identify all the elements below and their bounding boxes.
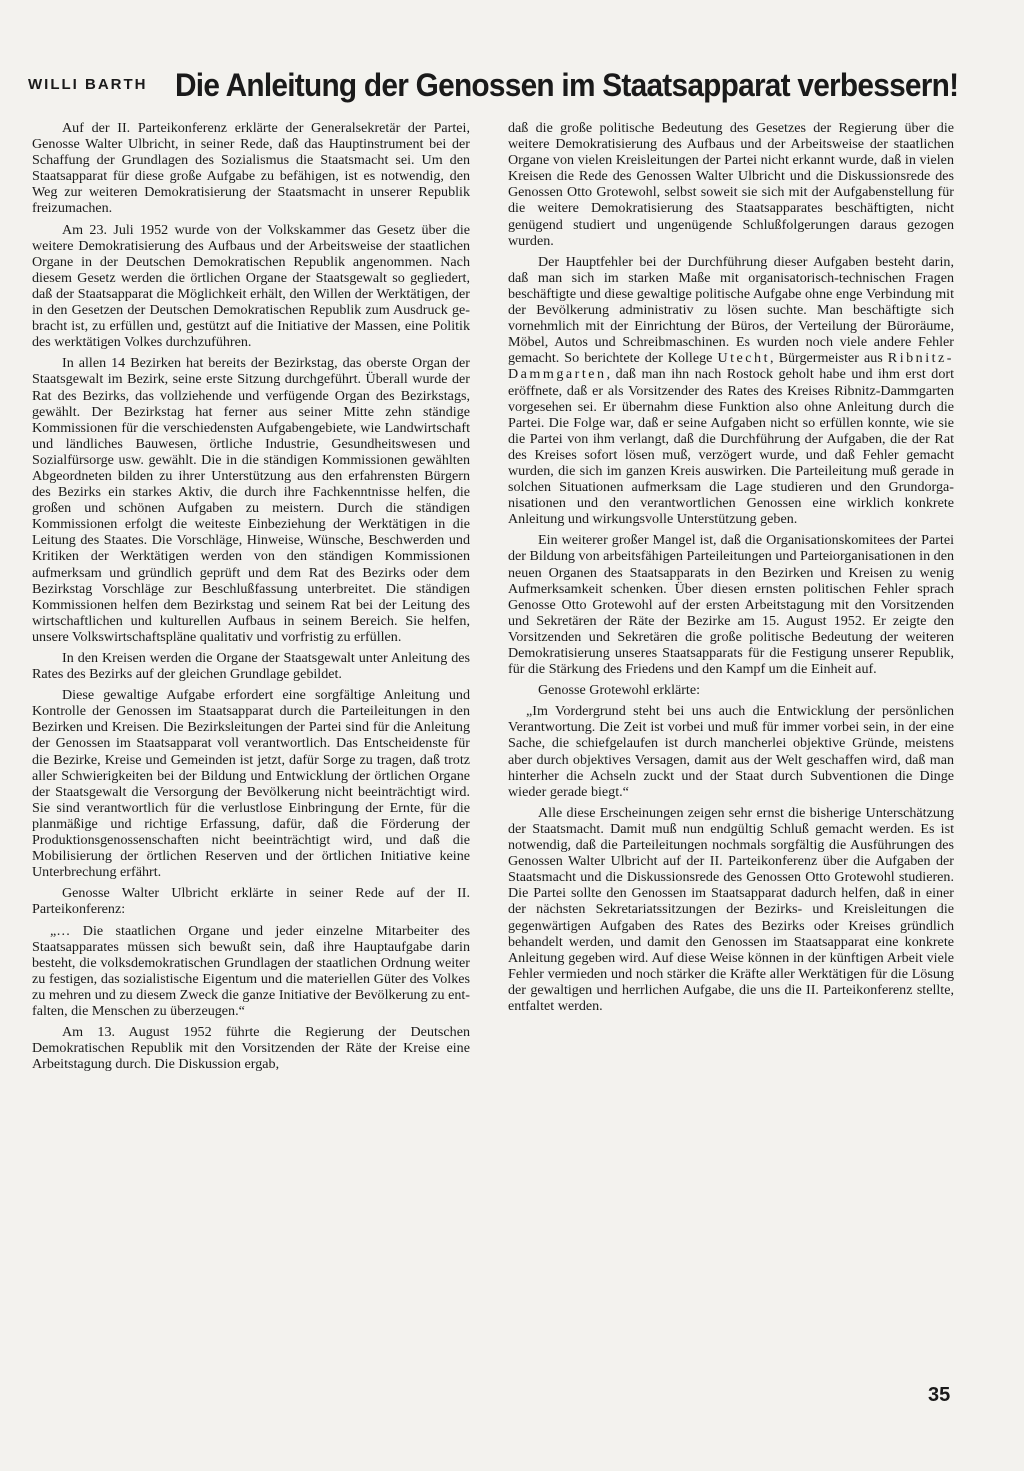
paragraph-text: Der Hauptfehler bei der Durchführung dieser Aufgaben besteht darin, daß man sich im starken Maße mit organisatorisch-technischen Fragen beschäftigte und diese gewaltige politische Aufgabe ohne enge Verbindung mit der Bevölkerung administrativ zu lösen suchte. Man beschäftigte sich vornehmlich mit der Einrichtung der Büros, der Verteilung der Büroräume, Möbel, Autos und Schreibmaschinen. Es wurden noch viele andere Fehler gemacht. So berichtete der Kollege [508,253,954,367]
paragraph: Genosse Walter Ulbricht erklärte in seiner Rede auf der II. Parteikonferenz: [32,885,470,918]
paragraph: In den Kreisen werden die Organe der Staatsgewalt unter Anleitung des Rates des Bezirks auf der gleichen Grundlage gebildet. [32,650,470,683]
paragraph: Alle diese Erscheinungen zeigen sehr ernst die bisherige Unterschätzung der Staatsmacht. Damit muß nun endgültig Schluß gemacht werden. Es ist notwendig, daß die Parteileitungen nochmals sorgfältig die Ausführungen des Genossen Walter Ulbricht auf der II. Parteikonferenz über die Aufgaben der Staatsmacht und die Diskussionsrede des Genossen Otto Grotewohl studieren. Die Partei sollte den Genossen im Staatsapparat dadurch helfen, daß in einer der nächsten Sekretariatssitzungen der Bezirks- und Kreisleitungen die gegenwärtigen Aufgaben des Rates des Bezirks oder Kreises gründlich behandelt werden, und damit den Genossen im Staatsapparat eine konkrete Anleitung gegeben wird. Auf diese Weise können in der künftigen Arbeit viele Fehler vermieden und noch stärker die Kräfte aller Werktätigen für die Lösung der gewaltigen und herrlichen Aufgabe, die uns die II. Parteikonferenz stellte, entfaltet werden. [508,804,954,1014]
paragraph: Genosse Grotewohl erklärte: [538,682,701,699]
paragraph-text: , Bürgermeister aus [770,350,883,367]
paragraph: Diese gewaltige Aufgabe erfordert eine sorgfältige Anleitung und Kontrolle der Genossen im Staatsapparat durch die Parteileitungen in den Bezirken und Kreisen. Die Bezirksleitungen der Partei sind für die Anleitung der Genossen im Staatsapparat voll verantwortlich. Das Entscheidenste für die Bezirke, Kreise und Gemeinden ist jetzt, dafür Sorge zu tragen, daß trotz aller Schwierigkeiten bei der Bildung und Entwicklung der örtlichen Organe der Staatsgewalt die Versorgung der Bevölkerung nicht beeinträchtigt wird. Sie sind verantwortlich für die verlustlose Einbringung der Ernte, für die planmäßige und richtige Erfassung, dafür, daß die Förderung der Produktionsgenossenschaften nicht beeinträchtigt wird, und daß die Mobilisierung der örtlichen Reserven und der örtlichen Initiative keine Unterbrechung erfährt. [32,687,470,881]
place-name: Ribnitz-Dammgarten [508,350,954,383]
page-number: 35 [928,1384,951,1406]
paragraph: In allen 14 Bezirken hat bereits der Bezirkstag, das oberste Organ der Staatsgewalt im Bezirk, seine erste Sitzung durchgeführt. Überall wurde der Rat des Bezirks, das vollziehende und verfügende Organ des Bezirkstags, gewählt. Der Bezirkstag hat ferner aus seiner Mitte zehn ständige Kommissionen für die verschiedensten Aufgabengebiete, wie Landwirtschaft und ländliches Bauwesen, örtliche Industrie, Gesundheitswesen und Sozialfürsorge usw. gewählt. Die in die ständigen Kommissionen gewählten Abgeordneten bilden zu ihrer Unterstützung aus den erfahrensten Bürgern des Bezirks ein starkes Aktiv, die durch ihre Fachkenntnisse helfen, die großen und schönen Aufgaben zu meistern. Durch die ständigen Kommissionen erfolgt die weiteste Einbeziehung der Werktätigen in die Leitung des Staates. Die Vorschläge, Hinweise, Wünsche, Beschwerden und Kritiken der Werktätigen werden von den ständigen Kommissionen aufmerksam und gründlich geprüft und dem Rat des Bezirks oder dem Bezirkstag Vorschläge zur Beschlußfassung unterbreitet. Die ständigen Kommissionen helfen dem Bezirkstag und seinem Rat bei der Leitung des wirtschaftlichen und kulturellen Aufbaus in seinem Bereich. Sie helfen, unsere Volkswirtschaftspläne qualitativ und vorfristig zu erfüllen. [32,355,470,645]
paragraph: Am 13. August 1952 führte die Regierung der Deutschen Demokratischen Republik mit den Vorsitzenden der Räte der Kreise eine Arbeitstagung durch. Die Diskussion ergab, [32,1024,470,1073]
quotation: „Im Vordergrund steht bei uns auch die Entwicklung der persönlichen Verantwortung. Die Zeit ist vorbei und muß für immer vorbei sein, in der eine Sache, die schiefgelaufen ist durch mancherlei objektive Gründe, meistens aber durch objektives Versagen, damit aus der Welt geschaffen wird, daß man hinterher die Achseln zuckt und der Staat durch Subventionen die Dinge wieder gerade biegt.“ [508,703,954,800]
paragraph-text: , daß man ihn nach Rostock geholt habe und ihm erst dort eröffnete, daß er als Vorsitzender des Rates des Kreises Ribnitz-Dammgarten vorgesehen sei. Er übernahm diese Funktion also ohne Anleitung durch die Partei. Die Folge war, daß er seine Aufgaben nicht so erfüllen konnte, wie sie die Partei von ihm verlangt, daß die Durchführung der Aufgaben, die der Rat des Kreises sofort lösen muß, verzögert wurde, und daß Fehler gemacht wurden, die sich im ganzen Kreis auswirken. Die Parteileitung muß gerade in solchen Situationen aufmerksam die Lage studieren und den Grundorganisationen und den verantwortlichen Genossen eine wirklich konkrete Anleitung und wirkungsvolle Unterstützung geben. [508,366,954,528]
author-name: WILLI BARTH [28,76,148,93]
article-title: Die Anleitung der Genossen im Staatsapparat verbessern! [175,67,959,103]
article-column-left [32,120,470,1077]
paragraph: daß die große politische Bedeutung des Gesetzes der Regierung über die weitere Demokratisierung des Aufbaus und der Arbeitsweise der staatlichen Organe von vielen Kreisleitungen der Partei nicht erkannt wurde, daß in vielen Kreisen die Rede des Genossen Walter Ulbricht und die Diskussionsrede des Genossen Otto Grotewohl, selbst soweit sie sich mit der Aufgabenstellung für die weitere Demokratisierung des Staatsapparates beschäftigten, nicht genügend studiert und ungenügende Schlußfolgerungen daraus gezogen wurden. [508,120,954,249]
paragraph: Auf der II. Parteikonferenz erklärte der Generalsekretär der Partei, Genosse Walter Ulbricht, in seiner Rede, daß das Hauptinstrument bei der Schaffung der Grundlagen des Sozialismus die Staatsmacht sei. Um den Staatsapparat für diese große Aufgabe zu befähigen, ist es notwendig, den Weg zur weiteren Demokratisierung der Staatsmacht in unserer Republik freizumachen. [32,120,470,217]
article-column-right [508,120,954,1019]
paragraph: Ein weiterer großer Mangel ist, daß die Organisationskomitees der Partei der Bildung von arbeitsfähigen Parteileitungen und Parteiorganisationen in den neuen Organen des Staatsapparats in den Bezirken und Kreisen zu wenig Aufmerksamkeit schenken. Über diesen ernsten politischen Fehler sprach Genosse Otto Grotewohl auf der ersten Arbeitstagung mit den Vorsitzenden und Sekretären der Räte der Bezirke am 15. August 1952. Er zeigte den Vorsitzenden und Sekretären die große politische Bedeutung der weiteren Demokratisierung unseres Staatsapparats für die Festigung unserer Republik, für die Stärkung des Friedens und den Kampf um die Einheit auf. [508,532,954,678]
paragraph [508,254,954,528]
quotation: „… Die staatlichen Organe und jeder einzelne Mitarbeiter des Staatsapparates müssen sich bewußt sein, daß ihre Hauptaufgabe darin besteht, die volksdemokratischen Grundlagen der staatlichen Ordnung weiter zu festigen, das sozialistische Eigentum und die materiellen Güter des Volkes zu mehren und zu diesem Zweck die ganze Initiative der Bevölkerung zu entfalten, die Menschen zu überzeugen.“ [32,922,470,1019]
paragraph: Am 23. Juli 1952 wurde von der Volkskammer das Gesetz über die weitere Demokratisierung des Aufbaus und der Arbeitsweise der staatlichen Organe in der Deutschen Demokratischen Republik angenommen. Nach diesem Gesetz werden die örtlichen Organe der Staatsgewalt so gegliedert, daß der Staatsapparat die Möglichkeit erhält, den Willen der Werktätigen, der in den Gesetzen der Deutschen Demokratischen Republik zum Ausdruck gebracht ist, zu erfüllen und, gestützt auf die Initiative der Massen, eine Politik des werktätigen Volkes durchzuführen. [32,221,470,351]
person-name: Utecht [717,350,771,367]
